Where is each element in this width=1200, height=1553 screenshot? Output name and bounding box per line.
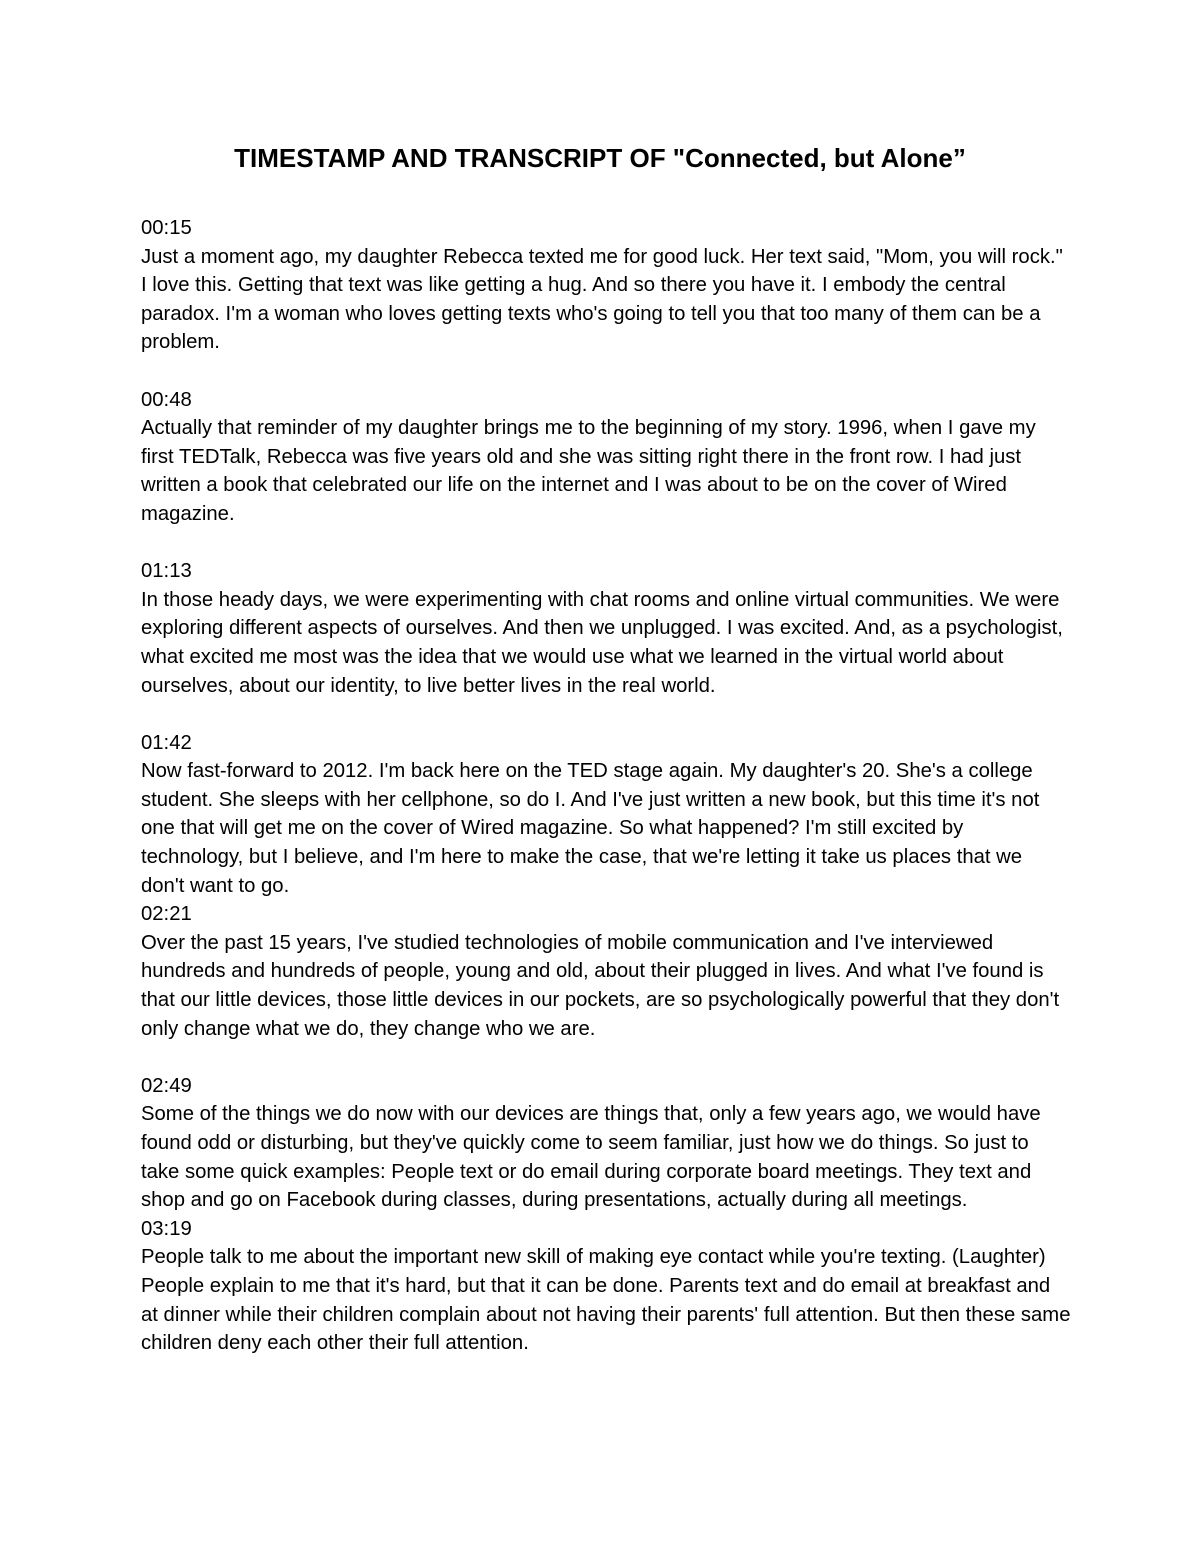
timestamp: 00:48	[141, 388, 192, 411]
timestamp: 01:42	[141, 731, 192, 754]
transcript-section	[141, 729, 1071, 901]
transcript-section	[141, 386, 1071, 529]
transcript-section	[141, 557, 1071, 700]
transcript-paragraph: People talk to me about the important new skill of making eye contact while you're texting. (Laughter) People explain to me that it's hard, but that it can be done. Parents text and do email at breakfast and at dinner while their children complain about not having their parents' full attention. But then these same children deny each other their full attention.	[141, 1246, 1071, 1355]
timestamp: 03:19	[141, 1217, 192, 1240]
timestamp: 00:15	[141, 217, 192, 239]
transcript-paragraph: Just a moment ago, my daughter Rebecca texted me for good luck. Her text said, "Mom, you will rock." I love this. Getting that text was like getting a hug. And so there you have it. I embody the central paradox. I'm a woman who loves getting texts who's going to tell you that too many of them can be a problem.	[141, 245, 1063, 354]
transcript-body	[141, 214, 1071, 1358]
transcript-section	[141, 1215, 1071, 1358]
timestamp: 02:21	[141, 903, 192, 926]
transcript-paragraph: Over the past 15 years, I've studied technologies of mobile communication and I've interviewed hundreds and hundreds of people, young and old, about their plugged in lives. And what I've found is that our little devices, those little devices in our pockets, are so psychologically powerful that they don't only change what we do, they change who we are.	[141, 931, 1060, 1040]
timestamp: 01:13	[141, 560, 192, 583]
transcript-section	[141, 214, 1071, 357]
transcript-section	[141, 900, 1071, 1043]
transcript-paragraph: Now fast-forward to 2012. I'm back here on the TED stage again. My daughter's 20. She's a college student. She sleeps with her cellphone, so do I. And I've just written a new book, but this time it's not one that will get me on the cover of Wired magazine. So what happened? I'm still excited by technology, but I believe, and I'm here to make the case, that we're letting it take us places that we don't want to go.	[141, 760, 1040, 897]
timestamp: 02:49	[141, 1074, 192, 1097]
transcript-paragraph: In those heady days, we were experimenting with chat rooms and online virtual communities. We were exploring different aspects of ourselves. And then we unplugged. I was excited. And, as a psychologist, what excited me most was the idea that we would use what we learned in the virtual world about ourselves, about our identity, to live better lives in the real world.	[141, 588, 1063, 697]
transcript-section	[141, 1072, 1071, 1215]
transcript-paragraph: Some of the things we do now with our devices are things that, only a few years ago, we would have found odd or disturbing, but they've quickly come to seem familiar, just how we do things. So just to take some quick examples: People text or do email during corporate board meetings. They text and shop and go on Facebook during classes, during presentations, actually during all meetings.	[141, 1103, 1041, 1212]
transcript-paragraph: Actually that reminder of my daughter brings me to the beginning of my story. 1996, when I gave my first TEDTalk, Rebecca was five years old and she was sitting right there in the front row. I had just written a book that celebrated our life on the internet and I was about to be on the cover of Wired magazine.	[141, 417, 1036, 525]
document-title: TIMESTAMP AND TRANSCRIPT OF "Connected, but Alone”	[234, 143, 966, 173]
